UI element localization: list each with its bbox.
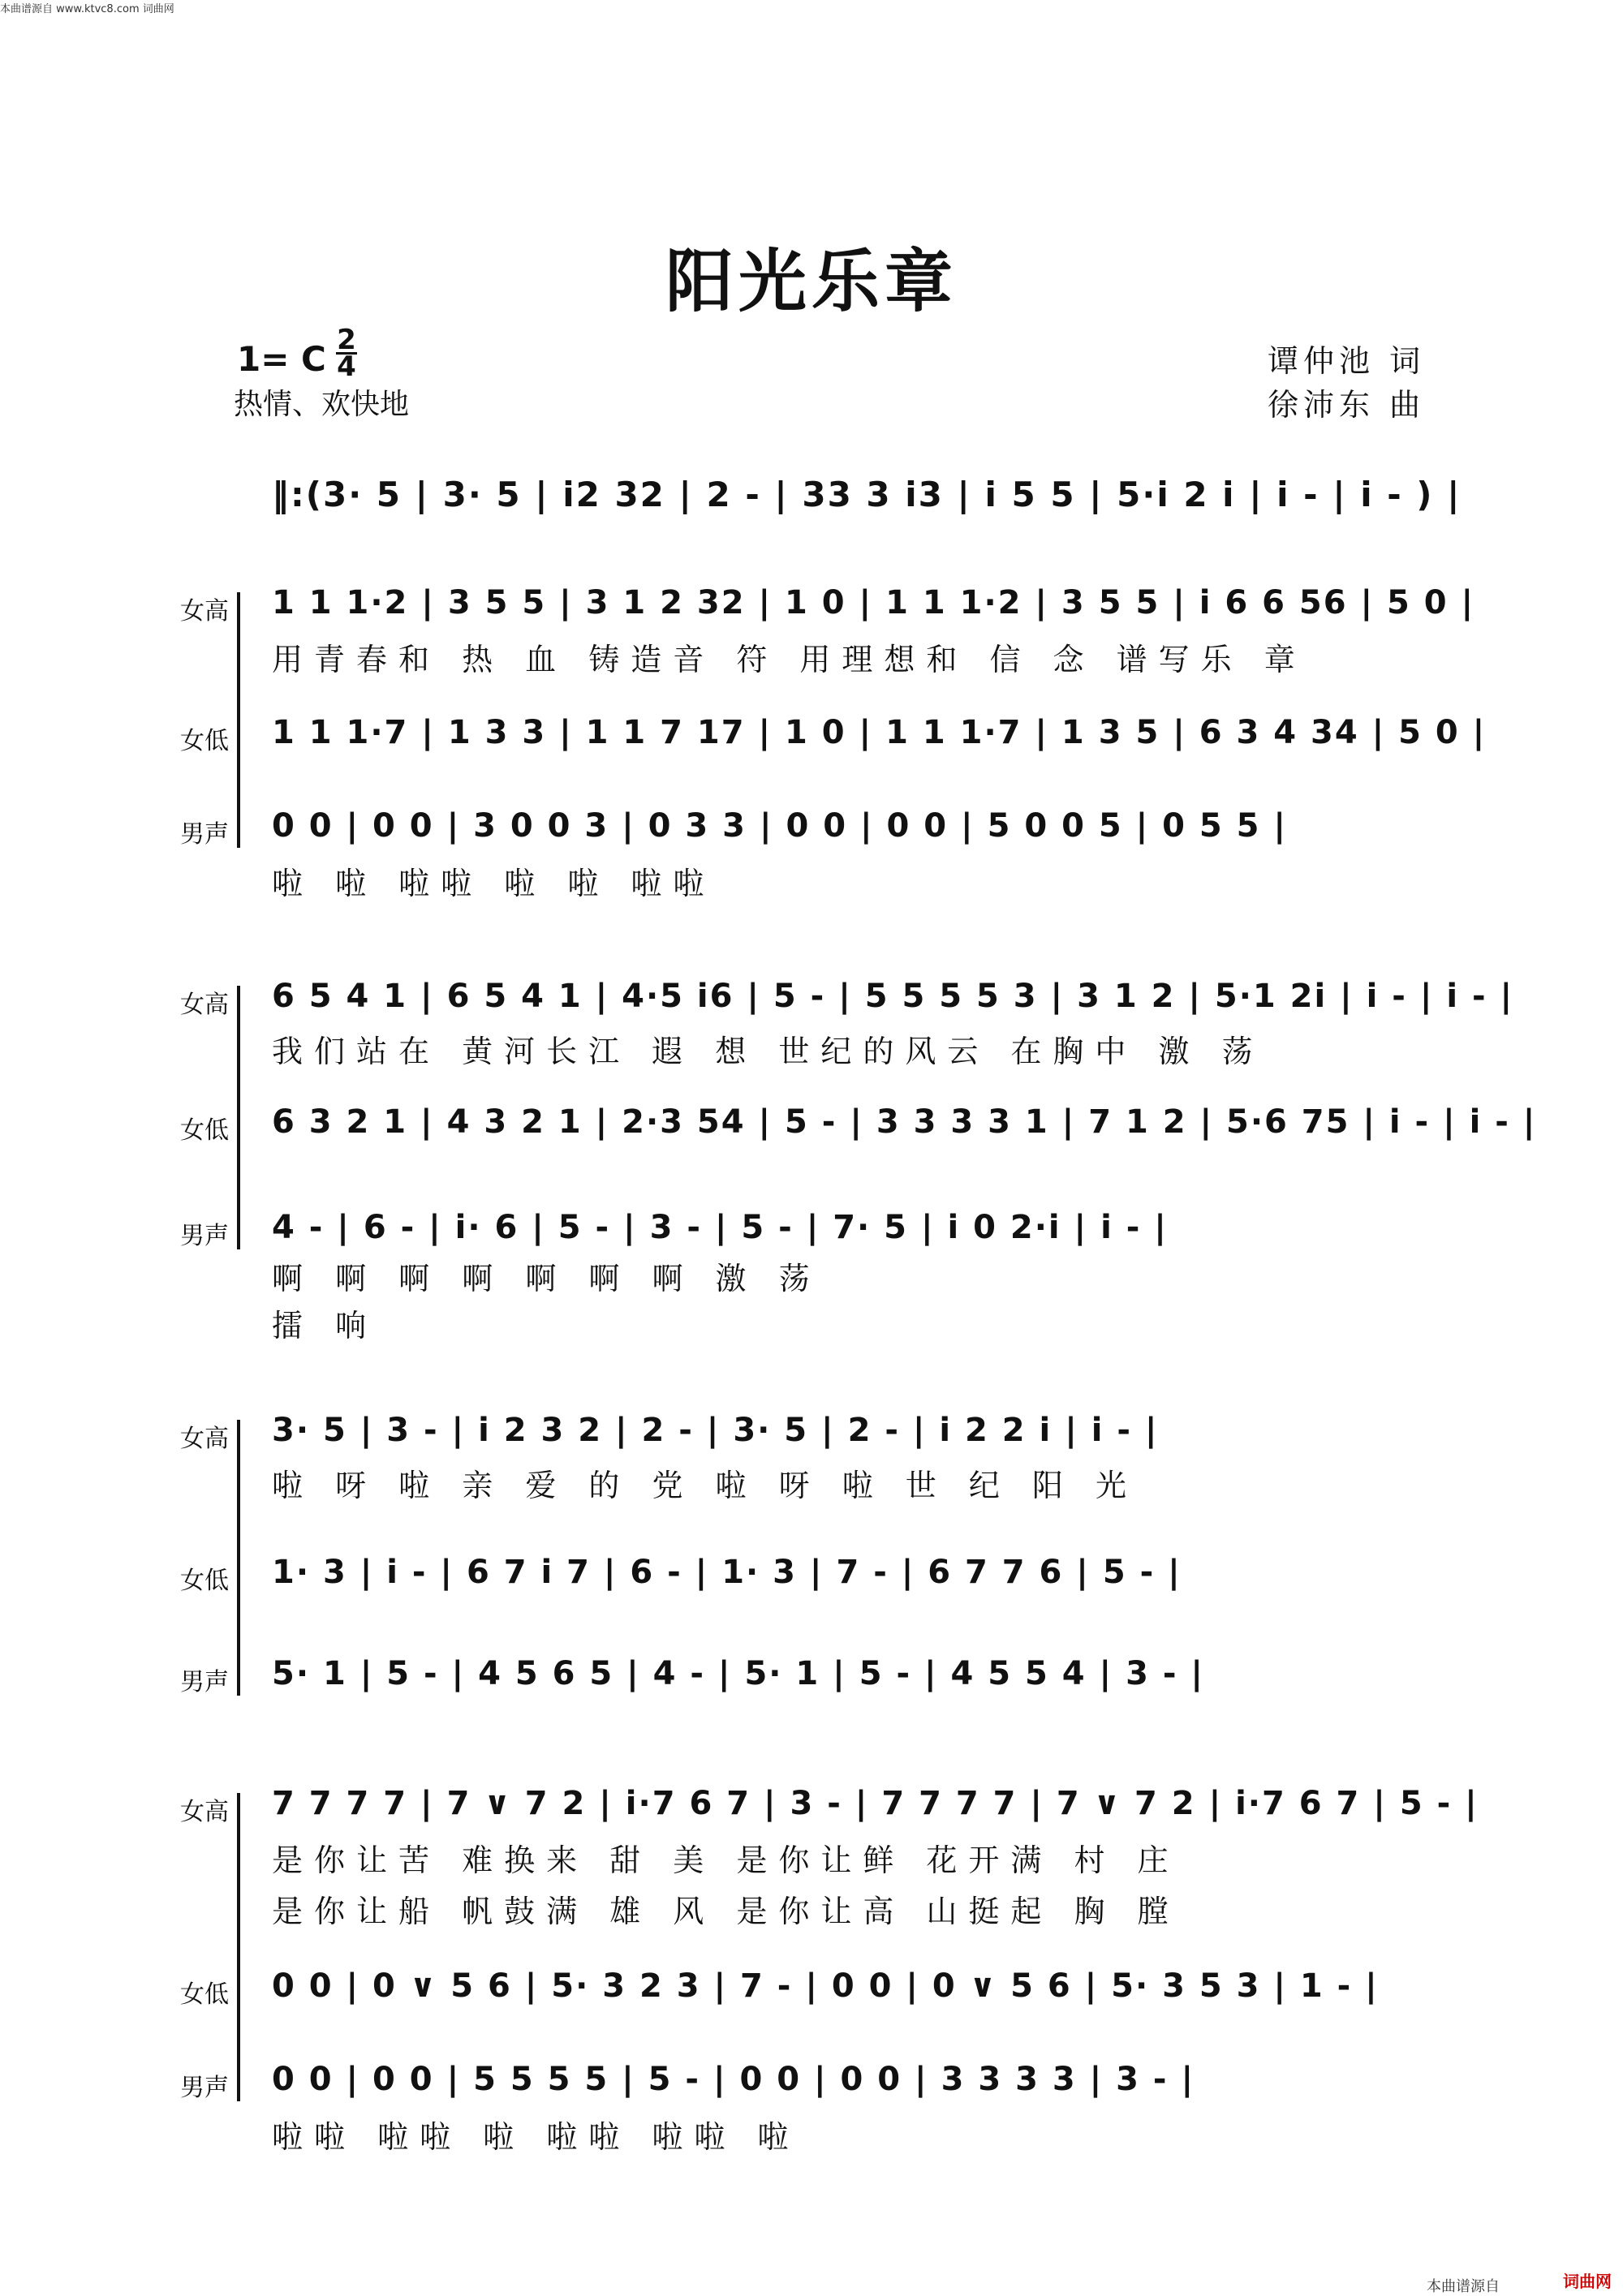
lyric-line: 啦啦 啦啦 啦 啦啦 啦啦 啦 — [272, 2119, 800, 2155]
time-sig-top: 2 — [337, 324, 356, 356]
lyric-line: 啊 啊 啊 啊 啊 啊 啊 激 荡 — [272, 1261, 821, 1296]
notation-line: 5· 1 | 5 - | 4 5 6 5 | 4 - | 5· 1 | 5 - | 4 5 5 4 | 3 - | — [272, 1655, 1204, 1692]
part-label: 男声 — [180, 2074, 229, 2102]
part-label: 女低 — [180, 1567, 229, 1595]
intro-line: ‖:(3· 5 | 3· 5 | i2 32 | 2 - | 33 3 i3 | i 5 5 | 5·i 2 i | i - | i - ) | — [272, 475, 1462, 514]
part-label: 女低 — [180, 1980, 229, 2009]
system-brace — [237, 592, 245, 848]
notation-line: 1 1 1·2 | 3 5 5 | 3 1 2 32 | 1 0 | 1 1 1·2 | 3 5 5 | i 6 6 56 | 5 0 | — [272, 584, 1475, 621]
notation-line: 6 5 4 1 | 6 5 4 1 | 4·5 i6 | 5 - | 5 5 5 5 3 | 3 1 2 | 5·1 2i | i - | i - | — [272, 978, 1514, 1015]
notation-line: 3· 5 | 3 - | i 2 3 2 | 2 - | 3· 5 | 2 - | i 2 2 i | i - | — [272, 1412, 1159, 1449]
lyric-line: 是你让苦 难换来 甜 美 是你让鲜 花开满 村 庄 — [272, 1842, 1180, 1878]
notation-line: 1 1 1·7 | 1 3 3 | 1 1 7 17 | 1 0 | 1 1 1·7 | 1 3 5 | 6 3 4 34 | 5 0 | — [272, 714, 1487, 751]
part-label: 男声 — [180, 1668, 229, 1696]
lyric-line: 我们站在 黄河长江 遐 想 世纪的风云 在胸中 激 荡 — [272, 1034, 1264, 1069]
top-source-banner: 本曲谱源自 www.ktvc8.com 词曲网 — [0, 3, 174, 15]
song-title: 阳光乐章 — [665, 241, 958, 321]
part-label: 女高 — [180, 991, 229, 1019]
part-label: 女高 — [180, 1425, 229, 1453]
system-brace — [237, 1793, 245, 2101]
time-sig-bottom: 4 — [337, 350, 356, 383]
tempo-marking: 热情、欢快地 — [234, 388, 410, 421]
notation-line: 6 3 2 1 | 4 3 2 1 | 2·3 54 | 5 - | 3 3 3 3 1 | 7 1 2 | 5·6 75 | i - | i - | — [272, 1103, 1537, 1141]
lyric-line: 是你让船 帆鼓满 雄 风 是你让高 山挺起 胸 膛 — [272, 1894, 1180, 1929]
system-brace — [237, 1420, 245, 1696]
system-brace — [237, 986, 245, 1249]
lyricist-credit: 谭仲池 词 — [1268, 343, 1426, 379]
key-signature: 1= C — [237, 339, 326, 379]
lyric-line: 擂 响 — [272, 1308, 378, 1344]
part-label: 女高 — [180, 1798, 229, 1826]
notation-line: 7 7 7 7 | 7 ∨ 7 2 | i·7 6 7 | 3 - | 7 7 7 7 | 7 ∨ 7 2 | i·7 6 7 | 5 - | — [272, 1785, 1479, 1822]
notation-line: 0 0 | 0 0 | 5 5 5 5 | 5 - | 0 0 | 0 0 | 3 3 3 3 | 3 - | — [272, 2061, 1195, 2098]
part-label: 男声 — [180, 820, 229, 849]
notation-line: 0 0 | 0 ∨ 5 6 | 5· 3 2 3 | 7 - | 0 0 | 0 ∨ 5 6 | 5· 3 5 3 | 1 - | — [272, 1967, 1379, 2005]
footer-site: 词曲网 — [1563, 2272, 1612, 2291]
part-label: 女高 — [180, 597, 229, 626]
notation-line: 1· 3 | i - | 6 7 i 7 | 6 - | 1· 3 | 7 - | 6 7 7 6 | 5 - | — [272, 1554, 1182, 1591]
notation-line: 4 - | 6 - | i· 6 | 5 - | 3 - | 5 - | 7· 5 | i 0 2·i | i - | — [272, 1209, 1168, 1246]
part-label: 男声 — [180, 1222, 229, 1250]
composer-credit: 徐沛东 曲 — [1268, 387, 1426, 423]
notation-line: 0 0 | 0 0 | 3 0 0 3 | 0 3 3 | 0 0 | 0 0 | 5 0 0 5 | 0 5 5 | — [272, 807, 1288, 845]
part-label: 女低 — [180, 1116, 229, 1145]
lyric-line: 啦 啦 啦啦 啦 啦 啦啦 — [272, 866, 716, 901]
time-signature — [336, 324, 357, 383]
part-label: 女低 — [180, 727, 229, 755]
footer-source: 本曲谱源自 — [1427, 2278, 1500, 2295]
lyric-line: 啦 呀 啦 亲 爱 的 党 啦 呀 啦 世 纪 阳 光 — [272, 1468, 1139, 1503]
lyric-line: 用青春和 热 血 铸造音 符 用理想和 信 念 谱写乐 章 — [272, 642, 1307, 677]
